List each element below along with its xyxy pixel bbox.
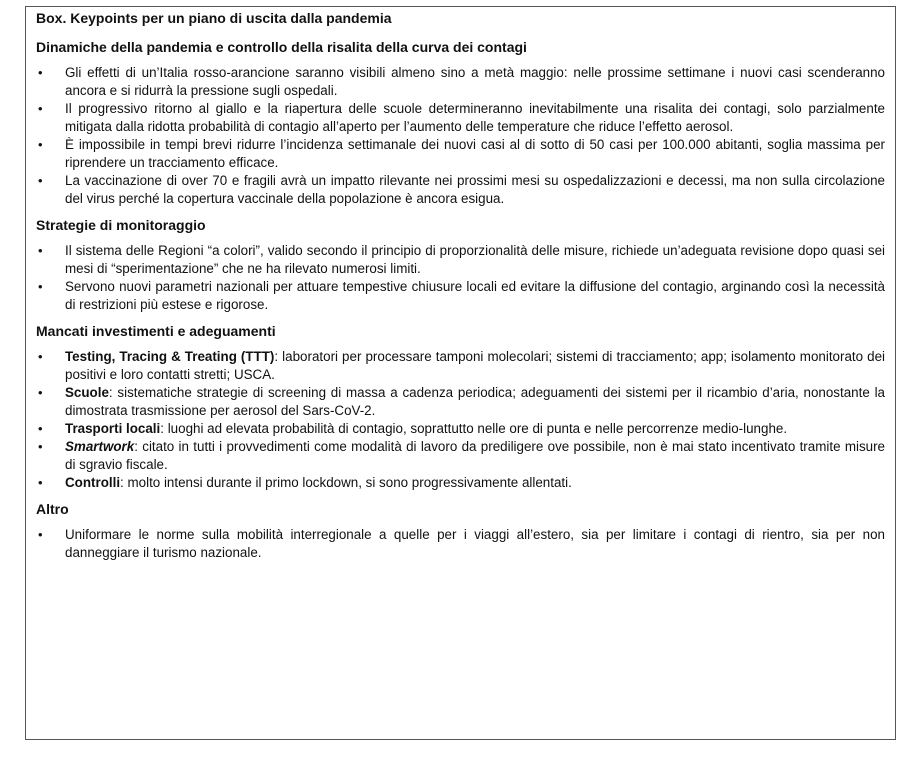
bullet-icon: •	[38, 279, 43, 294]
item-lead-term: Testing, Tracing & Treating (TTT)	[65, 349, 275, 364]
bullet-icon: •	[38, 421, 43, 436]
item-text: : laboratori per processare tamponi molecolari; sistemi di tracciamento; app; isolamento monitorato dei positivi e loro contatti stretti; USCA.	[65, 349, 885, 382]
bullet-list	[36, 348, 885, 492]
bullet-icon: •	[38, 243, 43, 258]
item-lead-term: Scuole	[65, 385, 109, 400]
keypoints-box	[25, 6, 896, 740]
bullet-list	[36, 64, 885, 208]
list-item	[36, 348, 885, 384]
section-heading: Mancati investimenti e adeguamenti	[36, 323, 276, 339]
box-title: Box. Keypoints per un piano di uscita dalla pandemia	[36, 10, 392, 26]
item-text: Servono nuovi parametri nazionali per attuare tempestive chiusure locali ed evitare la diffusione del contagio, arginando così la necessità di restrizioni più estese e rigorose.	[65, 279, 885, 312]
sections-container	[36, 39, 885, 562]
item-text: La vaccinazione di over 70 e fragili avrà un impatto rilevante nei prossimi mesi su ospedalizzazioni e decessi, ma non sulla circolazione del virus perché la copertura vaccinale della popolazione è ancora esigua.	[65, 173, 885, 206]
item-lead-term: Trasporti locali	[65, 421, 161, 436]
item-text: : molto intensi durante il primo lockdown, si sono progressivamente allentati.	[120, 475, 572, 490]
bullet-icon: •	[38, 101, 43, 116]
item-text: È impossibile in tempi brevi ridurre l’incidenza settimanale dei nuovi casi al di sotto di 50 casi per 100.000 abitanti, soglia massima per riprendere un tracciamento efficace.	[65, 137, 885, 170]
list-item	[36, 136, 885, 172]
list-item	[36, 438, 885, 474]
bullet-icon: •	[38, 527, 43, 542]
list-item	[36, 172, 885, 208]
item-lead-term: Smartwork	[65, 439, 135, 454]
bullet-icon: •	[38, 385, 43, 400]
item-text: : sistematiche strategie di screening di massa a cadenza periodica; adeguamenti dei sistemi per il ricambio d’aria, nonostante la dimostrata trasmissione per aerosol del Sars-CoV-2.	[65, 385, 885, 418]
list-item	[36, 100, 885, 136]
bullet-list	[36, 526, 885, 562]
list-item	[36, 526, 885, 562]
section-heading: Dinamiche della pandemia e controllo della risalita della curva dei contagi	[36, 39, 527, 55]
bullet-icon: •	[38, 173, 43, 188]
list-item	[36, 420, 885, 438]
item-text: Il progressivo ritorno al giallo e la riapertura delle scuole determineranno inevitabilmente una risalita dei contagi, solo parzialmente mitigata dalla ridotta probabilità di contagio all’aperto per l’aumento delle temperature che riduce l’effetto aerosol.	[65, 101, 885, 134]
bullet-icon: •	[38, 349, 43, 364]
item-text: : luoghi ad elevata probabilità di contagio, soprattutto nelle ore di punta e nelle percorrenze medio-lunghe.	[160, 421, 788, 436]
bullet-icon: •	[38, 475, 43, 490]
list-item	[36, 278, 885, 314]
bullet-list	[36, 242, 885, 314]
list-item	[36, 384, 885, 420]
list-item	[36, 474, 885, 492]
item-text: Uniformare le norme sulla mobilità interregionale a quelle per i viaggi all’estero, sia per limitare i contagi di rientro, sia per non danneggiare il turismo nazionale.	[65, 527, 885, 560]
item-text: : citato in tutti i provvedimenti come modalità di lavoro da prediligere ove possibile, non è mai stato incentivato tramite misure di sgravio fiscale.	[65, 439, 885, 472]
item-text: Gli effetti di un’Italia rosso-arancione saranno visibili almeno sino a metà maggio: nelle prossime settimane i nuovi casi scenderanno ancora e si ridurrà la pressione sugli ospedali.	[65, 65, 885, 98]
bullet-icon: •	[38, 65, 43, 80]
bullet-icon: •	[38, 137, 43, 152]
section-heading: Altro	[36, 501, 69, 517]
item-text: Il sistema delle Regioni “a colori”, valido secondo il principio di proporzionalità delle misure, richiede un’adeguata revisione dopo quasi sei mesi di “sperimentazione” che ne ha rilevato numerosi limiti.	[65, 243, 885, 276]
list-item	[36, 242, 885, 278]
item-lead-term: Controlli	[65, 475, 121, 490]
bullet-icon: •	[38, 439, 43, 454]
section-heading: Strategie di monitoraggio	[36, 217, 206, 233]
list-item	[36, 64, 885, 100]
